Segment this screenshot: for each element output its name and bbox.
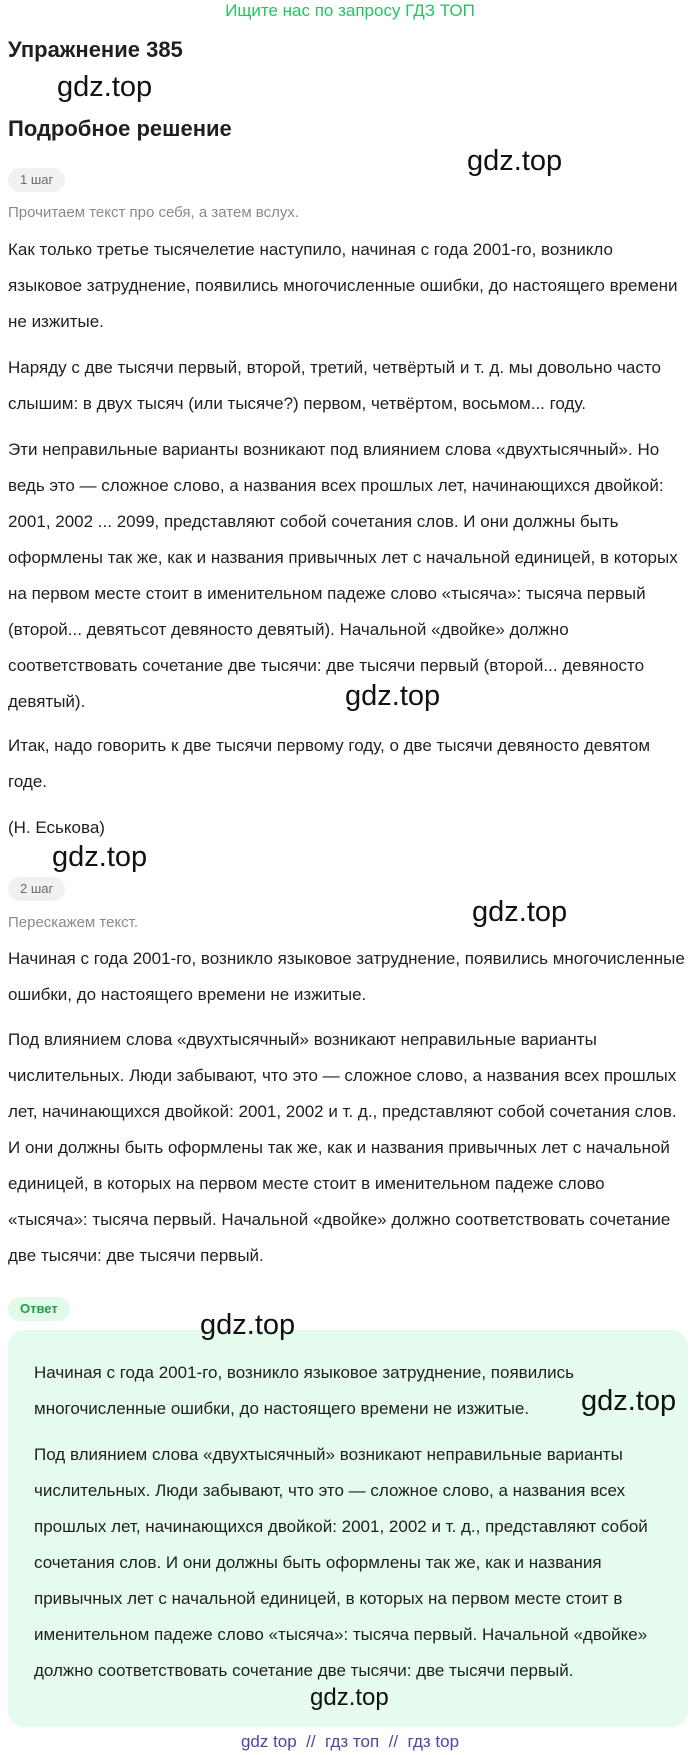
step-1-source: (Н. Еськова) <box>8 818 105 837</box>
watermark: gdz.top <box>52 841 148 873</box>
solution-title: Подробное решение <box>8 116 232 141</box>
watermark: gdz.top <box>200 1309 296 1341</box>
watermark: gdz.top <box>467 145 563 177</box>
step-2-paragraph: Начиная с года 2001-го, возникло языковое затруднение, появились многочисленные ошибки, до настоящего времени не изжитые. <box>8 949 685 1004</box>
answer-paragraph: Начиная с года 2001-го, возникло языковое затруднение, появились многочисленные ошибки, до настоящего времени не изжитые. <box>34 1363 574 1418</box>
step-1-paragraph: Как только третье тысячелетие наступило, начиная с года 2001-го, возникло языковое затруднение, появились многочисленные ошибки, до настоящего времени не изжитые. <box>8 240 678 331</box>
watermark: gdz.top <box>345 680 441 712</box>
watermark: gdz.top <box>310 1684 389 1711</box>
step-1-paragraph: Эти неправильные варианты возникают под влиянием слова «двухтысячный». Но ведь это — сложное слово, а названия всех прошлых лет, начинающихся двойкой: 2001, 2002 ... 2099, представляют собой сочетания слов. И они должны быть оформлены так же, как и названия привычных лет с начальной единицей, в которых на первом месте стоит в именительном падеже слово «тысяча»: тысяча первый (второй... девятьсот девяносто девятый). Начальной «двойке» должно соответствовать сочетание две тысячи: две тысячи первый (второй... девяносто девятый). <box>8 440 678 711</box>
footer-links: gdz top // гдз топ // гдз top <box>240 1732 460 1751</box>
step-1-note: Прочитаем текст про себя, а затем вслух. <box>8 204 300 221</box>
answer-paragraph: Под влиянием слова «двухтысячный» возникают неправильные варианты числительных. Люди забывают, что это — сложное слово, а названия всех прошлых лет, начинающихся двойкой: 2001, 2002 и т. д., представляют собой сочетания слов. И они должны быть оформлены так же, как и названия привычных лет с начальной единицей, в которых на первом месте стоит в именительном падеже слово «тысяча»: тысяча первый. Начальной «двойке» должно соответствовать сочетание две тысячи: две тысячи первый. <box>34 1445 648 1680</box>
step-2-note: Перескажем текст. <box>8 914 139 931</box>
search-banner: Ищите нас по запросу ГДЗ ТОП <box>225 1 475 20</box>
step-1-badge: 1 шаг <box>8 168 65 192</box>
watermark: gdz.top <box>472 896 568 928</box>
step-2-badge: 2 шаг <box>8 877 65 901</box>
answer-badge: Ответ <box>8 1297 70 1321</box>
step-1-paragraph: Итак, надо говорить к две тысячи первому году, о две тысячи девяносто девятом годе. <box>8 736 651 791</box>
step-2-paragraph: Под влиянием слова «двухтысячный» возникают неправильные варианты числительных. Люди забывают, что это — сложное слово, а названия всех прошлых лет, начинающихся двойкой: 2001, 2002 и т. д., представляют собой сочетания слов. И они должны быть оформлены так же, как и названия привычных лет с начальной единицей, в которых на первом месте стоит в именительном падеже слово «тысяча»: тысяча первый. Начальной «двойке» должно соответствовать сочетание две тысячи: две тысячи первый. <box>8 1030 677 1265</box>
exercise-title: Упражнение 385 <box>8 37 183 62</box>
watermark: gdz.top <box>581 1385 677 1417</box>
watermark: gdz.top <box>57 71 153 103</box>
step-1-paragraph: Наряду с две тысячи первый, второй, третий, четвёртый и т. д. мы довольно часто слышим: в двух тысяч (или тысяче?) первом, четвёртом, восьмом... году. <box>8 358 661 413</box>
